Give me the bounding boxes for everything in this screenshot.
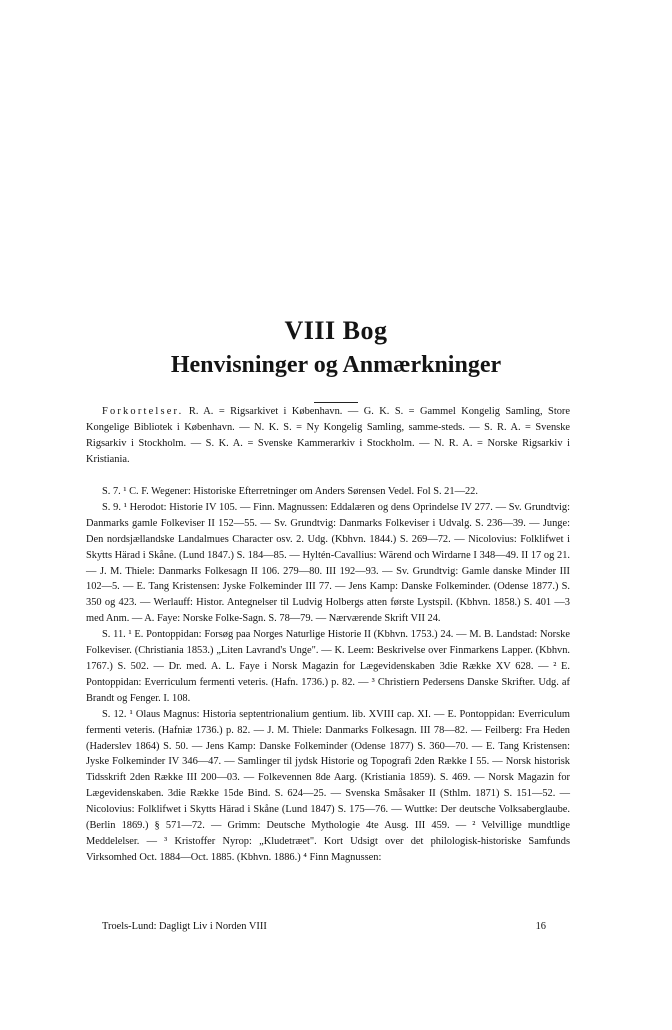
- abbreviations-section: [86, 404, 570, 468]
- running-title: Troels-Lund: Dagligt Liv i Norden VIII: [102, 921, 267, 932]
- note-paragraph: S. 9. ¹ Herodot: Historie IV 105. — Finn. Magnussen: Eddalæren og dens Oprindelse IV 277. — Sv. Grundtvig: Danmarks gamle Folkeviser II 152—55. — Sv. Grundtvig: Danmarks Folkeviser i Udvalg. S. 236—39. — Junge: Den nordsjællandske Landalmues Character osv. 2. Udg. (Kbhvn. 1844.) S. 269—72. — Nicolovius: Folklifwet i Skytts Härad i Skåne. (Lund 1847.) S. 184—85. — Hyltén-Cavallius: Wärend och Wirdarne I 348—49. II 17 og 21. — J. M. Thiele: Danmarks Folkesagn II 106. 279—80. III 192—93. — Sv. Grundtvig: Gamle danske Minder III 102—5. — E. Tang Kristensen: Jyske Folkeminder III 77. — Jens Kamp: Danske Folkeminder. (Odense 1877.) S. 350 og 423. — Werlauff: Histor. Antegnelser til Ludvig Holbergs atten første Lystspil. (Kbhvn. 1858.) S. 401 —3 med Anm. — A. Faye: Norske Folke-Sagn. S. 78—79. — Nærværende Skrift VII 24.: [86, 501, 570, 625]
- note-paragraph: S. 12. ¹ Olaus Magnus: Historia septentrionalium gentium. lib. XVIII cap. XI. — E. Pontoppidan: Everriculum fermenti veteris. (Hafniæ 1736.) p. 82. — J. M. Thiele: Danmarks Folkesagn. III 78—82. — Feilberg: Fra Heden (Haderslev 1864) S. 50. — Jens Kamp: Danske Folkeminder (Odense 1877) S. 360—70. — E. Tang Kristensen: Jyske Folkeminder IV 346—47. — Samlinger til jydsk Historie og Topografi 2den Række I 55. — Norsk historisk Tidsskrift 2den Række III 200—03. — Folkevennen 8de Aarg. (Kristiania 1859). S. 469. — Norsk Magazin for Lægevidenskaben. 3die Række 15de Bind. S. 624—25. — Svenska Småsaker II (Sthlm. 1871) S. 151—52. — Nicolovius: Folklifwet i Skytts Härad i Skåne (Lund 1847) S. 175—76. — Wuttke: Der deutsche Volksaberglaube. (Berlin 1869.) § 571—72. — Grimm: Deutsche Mythologie 4te Ausg. III 459. — ² Velvillige mundtlige Meddelelser. — ³ Kristoffer Nyrop: „Kludetræet". Kort Udsigt over det philologisk-historiske Samfunds Virksomhed Oct. 1884—Oct. 1885. (Kbhvn. 1886.) ⁴ Finn Magnussen:: [86, 708, 570, 863]
- chapter-heading: VIII Bog: [284, 316, 388, 345]
- abbreviations-label: Forkortelser.: [102, 406, 184, 417]
- title-divider: [314, 402, 358, 403]
- title-block: [0, 316, 672, 403]
- notes-section: [86, 484, 570, 866]
- sheet-number: 16: [535, 921, 546, 932]
- page-title: Henvisninger og Anmærkninger: [170, 352, 502, 378]
- note-paragraph: S. 11. ¹ E. Pontoppidan: Forsøg paa Norges Naturlige Historie II (Kbhvn. 1753.) 24. — M. B. Landstad: Norske Folkeviser. (Christiania 1853.) „Liten Lavrand's Unge". — K. Leem: Beskrivelse over Finmarkens Lapper. (Kbhvn. 1767.) S. 502. — Dr. med. A. L. Faye i Norsk Magazin for Lægevidenskaben 3die Række XV 628. — ² E. Pontoppidan: Everriculum fermenti veteris. (Hafn. 1736.) p. 82. — ³ Christiern Pedersens Danske Skrifter. Udg. af Brandt og Fenger. I. 108.: [86, 629, 570, 704]
- abbreviations-text: R. A. = Rigsarkivet i København. — G. K. S. = Gammel Kongelig Samling, Store Kongelige Bibliotek i København. — N. K. S. = Ny Kongelig Samling, samme-steds. — S. R. A. = Svenske Rigsarkiv i Stockholm. — S. K. A. = Svenske Kammerarkiv i Stockholm. — N. R. A. = Norske Rigsarkiv i Kristiania.: [86, 406, 570, 465]
- abbreviations-paragraph: [86, 404, 570, 468]
- note-paragraph: S. 7. ¹ C. F. Wegener: Historiske Efterretninger om Anders Sørensen Vedel. Fol S. 21—22.: [102, 486, 478, 497]
